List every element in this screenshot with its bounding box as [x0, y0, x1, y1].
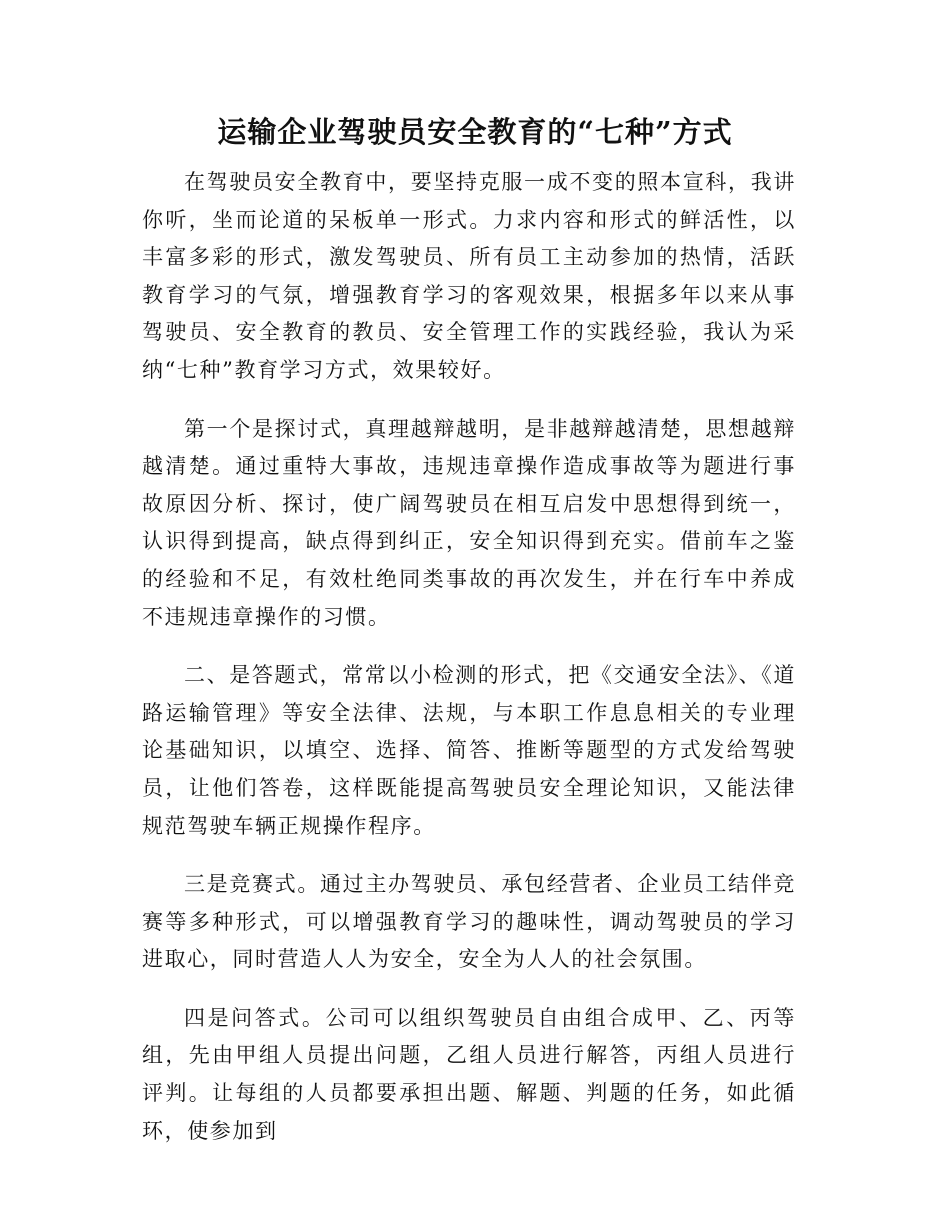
document-body [142, 164, 796, 1171]
paragraph-quiz-method: 二、是答题式，常常以小检测的形式，把《交通安全法》、《道路运输管理》等安全法律、法规，与本职工作息息相关的专业理论基础知识，以填空、选择、简答、推断等题型的方式发给驾驶员，让他们答卷，这样既能提高驾驶员安全理论知识，又能法律规范驾驶车辆正规操作程序。 [142, 663, 796, 838]
document-title: 运输企业驾驶员安全教育的“七种”方式 [217, 115, 733, 149]
paragraph-qa-method: 四是问答式。公司可以组织驾驶员自由组合成甲、乙、丙等组，先由甲组人员提出问题，乙组人员进行解答，丙组人员进行评判。让每组的人员都要承担出题、解题、判题的任务，如此循环，使参加到 [142, 1005, 796, 1143]
paragraph-discussion-method: 第一个是探讨式，真理越辩越明，是非越辩越清楚，思想越辩越清楚。通过重特大事故，违规违章操作造成事故等为题进行事故原因分析、探讨，使广阔驾驶员在相互启发中思想得到统一，认识得到提高，缺点得到纠正，安全知识得到充实。借前车之鉴的经验和不足，有效杜绝同类事故的再次发生，并在行车中养成不违规违章操作的习惯。 [142, 416, 796, 629]
paragraph-competition-method: 三是竞赛式。通过主办驾驶员、承包经营者、企业员工结伴竞赛等多种形式，可以增强教育学习的趣味性，调动驾驶员的学习进取心，同时营造人人为安全，安全为人人的社会氛围。 [142, 872, 796, 972]
paragraph-intro: 在驾驶员安全教育中，要坚持克服一成不变的照本宣科，我讲你听，坐而论道的呆板单一形式。力求内容和形式的鲜活性，以丰富多彩的形式，激发驾驶员、所有员工主动参加的热情，活跃教育学习的气氛，增强教育学习的客观效果，根据多年以来从事驾驶员、安全教育的教员、安全管理工作的实践经验，我认为采纳“七种”教育学习方式，效果较好。 [142, 170, 796, 382]
